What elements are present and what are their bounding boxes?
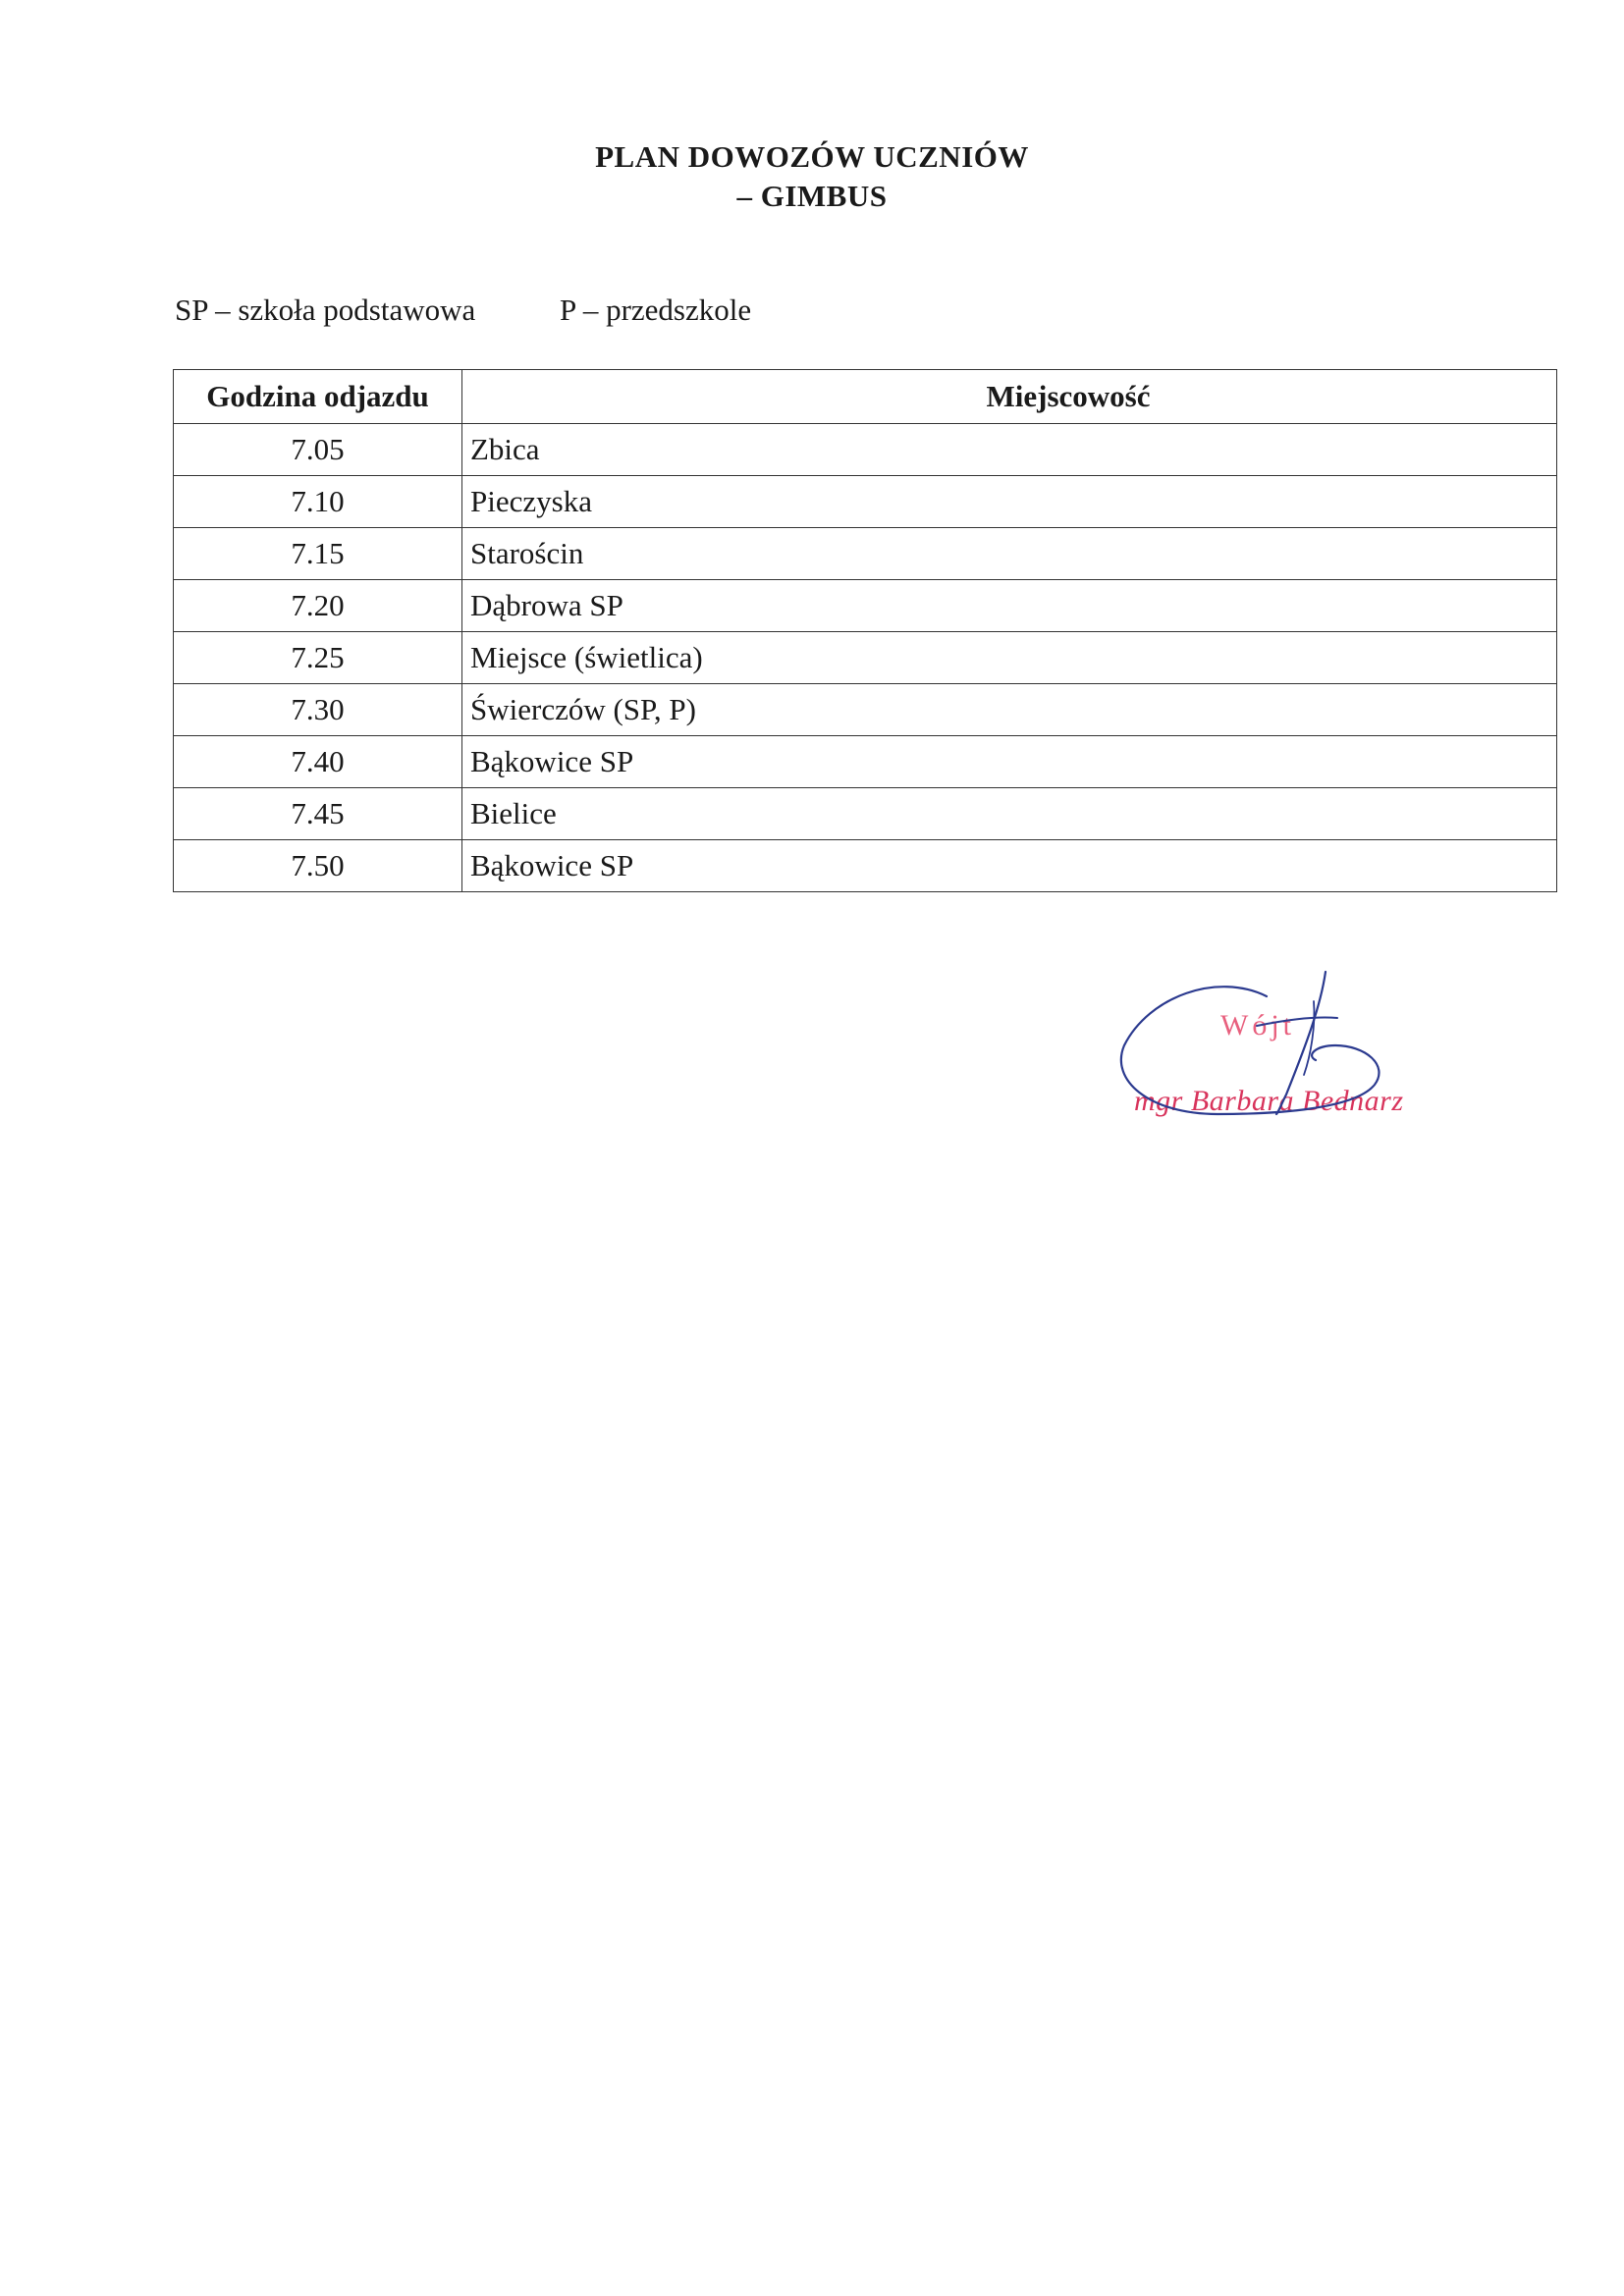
signature-icon bbox=[1110, 967, 1424, 1144]
table-header-row bbox=[174, 370, 1557, 424]
table-row bbox=[174, 684, 1557, 736]
table-row bbox=[174, 580, 1557, 632]
row-time: 7.05 bbox=[174, 424, 462, 476]
row-place: Miejsce (świetlica) bbox=[462, 632, 1557, 684]
row-time: 7.30 bbox=[174, 684, 462, 736]
legend-sp: SP – szkoła podstawowa bbox=[175, 293, 476, 327]
row-place: Zbica bbox=[462, 424, 1557, 476]
stamp-title: Wójt bbox=[1220, 1009, 1295, 1041]
table-row bbox=[174, 736, 1557, 788]
row-time: 7.10 bbox=[174, 476, 462, 528]
title-line-1: PLAN DOWOZÓW UCZNIÓW bbox=[595, 139, 1029, 174]
row-time: 7.45 bbox=[174, 788, 462, 840]
title-line-2: – GIMBUS bbox=[736, 179, 888, 213]
stamp-name: mgr Barbara Bednarz bbox=[1134, 1085, 1404, 1117]
schedule-table bbox=[173, 369, 1557, 892]
table-row bbox=[174, 424, 1557, 476]
row-time: 7.40 bbox=[174, 736, 462, 788]
handwritten-signature bbox=[1110, 967, 1424, 1144]
schedule-body bbox=[174, 424, 1557, 892]
row-place: Bąkowice SP bbox=[462, 736, 1557, 788]
row-place: Dąbrowa SP bbox=[462, 580, 1557, 632]
table-row bbox=[174, 788, 1557, 840]
row-time: 7.25 bbox=[174, 632, 462, 684]
legend bbox=[175, 291, 752, 330]
row-place: Bielice bbox=[462, 788, 1557, 840]
row-time: 7.50 bbox=[174, 840, 462, 892]
table-row bbox=[174, 476, 1557, 528]
row-time: 7.15 bbox=[174, 528, 462, 580]
row-place: Świerczów (SP, P) bbox=[462, 684, 1557, 736]
document-title bbox=[0, 137, 1624, 216]
header-time: Godzina odjazdu bbox=[174, 370, 462, 424]
header-place: Miejscowość bbox=[462, 370, 1557, 424]
row-time: 7.20 bbox=[174, 580, 462, 632]
row-place: Bąkowice SP bbox=[462, 840, 1557, 892]
row-place: Starościn bbox=[462, 528, 1557, 580]
table-row bbox=[174, 528, 1557, 580]
table-row bbox=[174, 840, 1557, 892]
table-row bbox=[174, 632, 1557, 684]
legend-p: P – przedszkole bbox=[560, 293, 752, 327]
row-place: Pieczyska bbox=[462, 476, 1557, 528]
